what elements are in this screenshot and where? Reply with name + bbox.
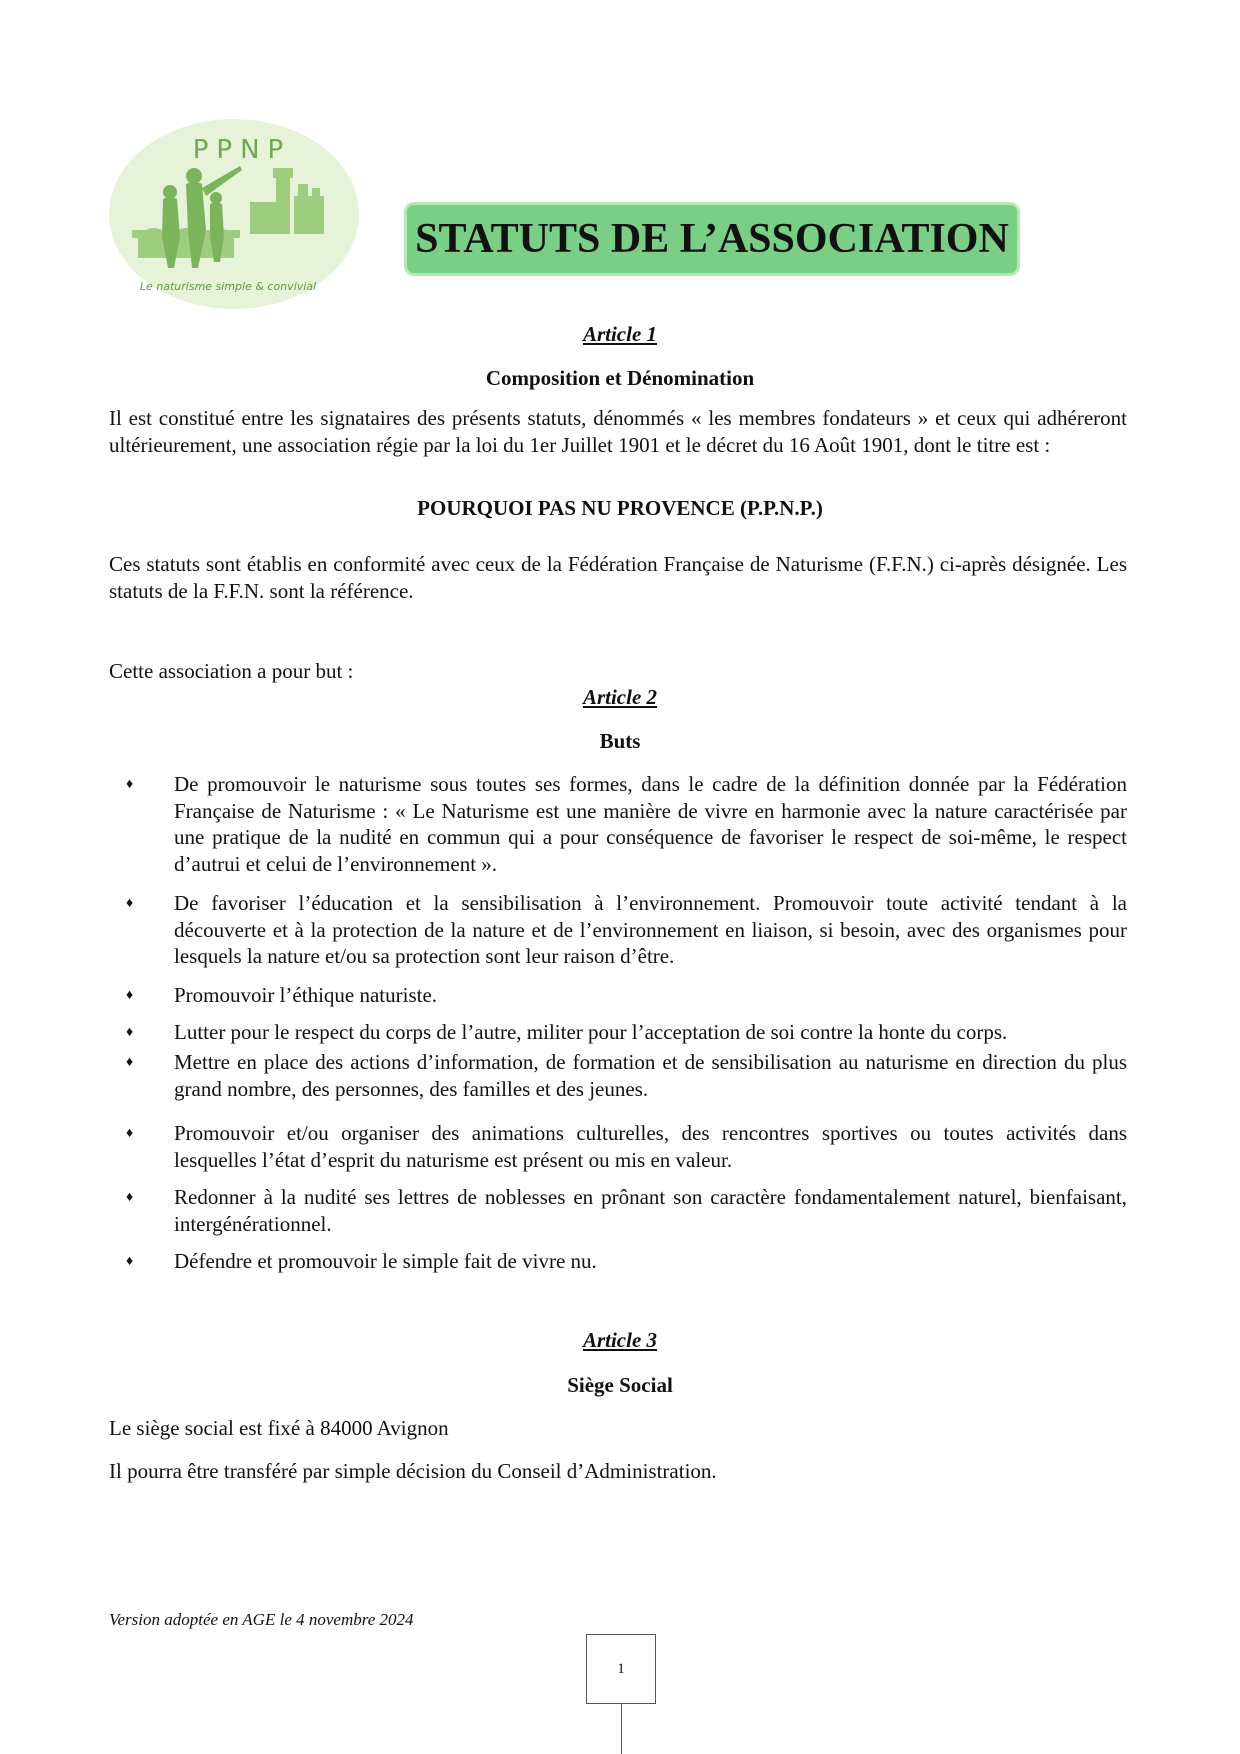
bullet-icon: ♦ xyxy=(126,988,134,1003)
version-note: Version adoptée en AGE le 4 novembre 2024 xyxy=(109,1610,414,1629)
page-number-box xyxy=(586,1634,656,1704)
article-2-subheading: Buts xyxy=(599,729,641,753)
goal-item: Défendre et promouvoir le simple fait de vivre nu. xyxy=(174,1249,597,1273)
article-1-paragraph-3: Cette association a pour but : xyxy=(109,659,354,683)
bullet-icon: ♦ xyxy=(126,1126,134,1141)
bullet-icon: ♦ xyxy=(126,896,134,911)
article-1-paragraph-1: Il est constitué entre les signataires des présents statuts, dénommés « les membres fondateurs » et ceux qui adhéreront ultérieurement, une association régie par la loi du 1er Juillet 1901 et le décret du 16 Août 1901, dont le titre est : xyxy=(109,406,1127,457)
goal-item: Mettre en place des actions d’information, de formation et de sensibilisation au naturisme en direction du plus grand nombre, des personnes, des familles et des jeunes. xyxy=(174,1050,1127,1101)
association-name: POURQUOI PAS NU PROVENCE (P.P.N.P.) xyxy=(417,496,823,520)
bullet-icon: ♦ xyxy=(126,1190,134,1205)
goal-item: Lutter pour le respect du corps de l’autre, militer pour l’acceptation de soi contre la honte du corps. xyxy=(174,1020,1008,1044)
bullet-icon: ♦ xyxy=(126,777,134,792)
article-3-heading: Article 3 xyxy=(582,1328,658,1352)
logo-letters: PPNP xyxy=(192,135,292,165)
goal-item: Redonner à la nudité ses lettres de noblesses en prônant son caractère fondamentalement naturel, bienfaisant, intergénérationnel. xyxy=(174,1185,1127,1236)
bullet-icon: ♦ xyxy=(126,1254,134,1269)
bullet-icon: ♦ xyxy=(126,1025,134,1040)
document-title-box xyxy=(404,202,1020,276)
page-number: 1 xyxy=(617,1660,625,1677)
article-3-subheading: Siège Social xyxy=(567,1373,673,1397)
ppnp-logo xyxy=(108,118,360,310)
goal-item: De favoriser l’éducation et la sensibilisation à l’environnement. Promouvoir toute activité tendant à la découverte et à la protection de la nature et de l’environnement en liaison, si besoin, avec des organismes pour lesquels la nature et/ou sa protection sont leur raison d’être. xyxy=(174,891,1127,968)
article-2-heading: Article 2 xyxy=(582,685,658,709)
goal-item: De promouvoir le naturisme sous toutes ses formes, dans le cadre de la définition donnée par la Fédération Française de Naturisme : « Le Naturisme est une manière de vivre en harmonie avec la nature caractérisée par une pratique de la nudité en commun qui a pour conséquence de favoriser le respect de soi-même, le respect d’autrui et celui de l’environnement ». xyxy=(174,772,1127,876)
article-1-heading: Article 1 xyxy=(582,322,658,346)
article-3-paragraph-1: Le siège social est fixé à 84000 Avignon xyxy=(109,1416,449,1440)
goal-item: Promouvoir et/ou organiser des animations culturelles, des rencontres sportives ou toutes activités dans lesquelles l’état d’esprit du naturisme est présent ou mis en valeur. xyxy=(174,1121,1127,1172)
goal-item: Promouvoir l’éthique naturiste. xyxy=(174,983,438,1007)
document-title: STATUTS DE L’ASSOCIATION xyxy=(415,216,1009,262)
article-1-paragraph-2: Ces statuts sont établis en conformité avec ceux de la Fédération Française de Naturisme (F.F.N.) ci-après désignée. Les statuts de la F.F.N. sont la référence. xyxy=(109,552,1127,603)
bullet-icon: ♦ xyxy=(126,1055,134,1070)
page-number-connector xyxy=(621,1704,622,1754)
article-1-subheading: Composition et Dénomination xyxy=(485,366,755,390)
logo-tagline: Le naturisme simple & convivial xyxy=(139,280,317,293)
article-3-paragraph-2: Il pourra être transféré par simple décision du Conseil d’Administration. xyxy=(109,1459,717,1483)
